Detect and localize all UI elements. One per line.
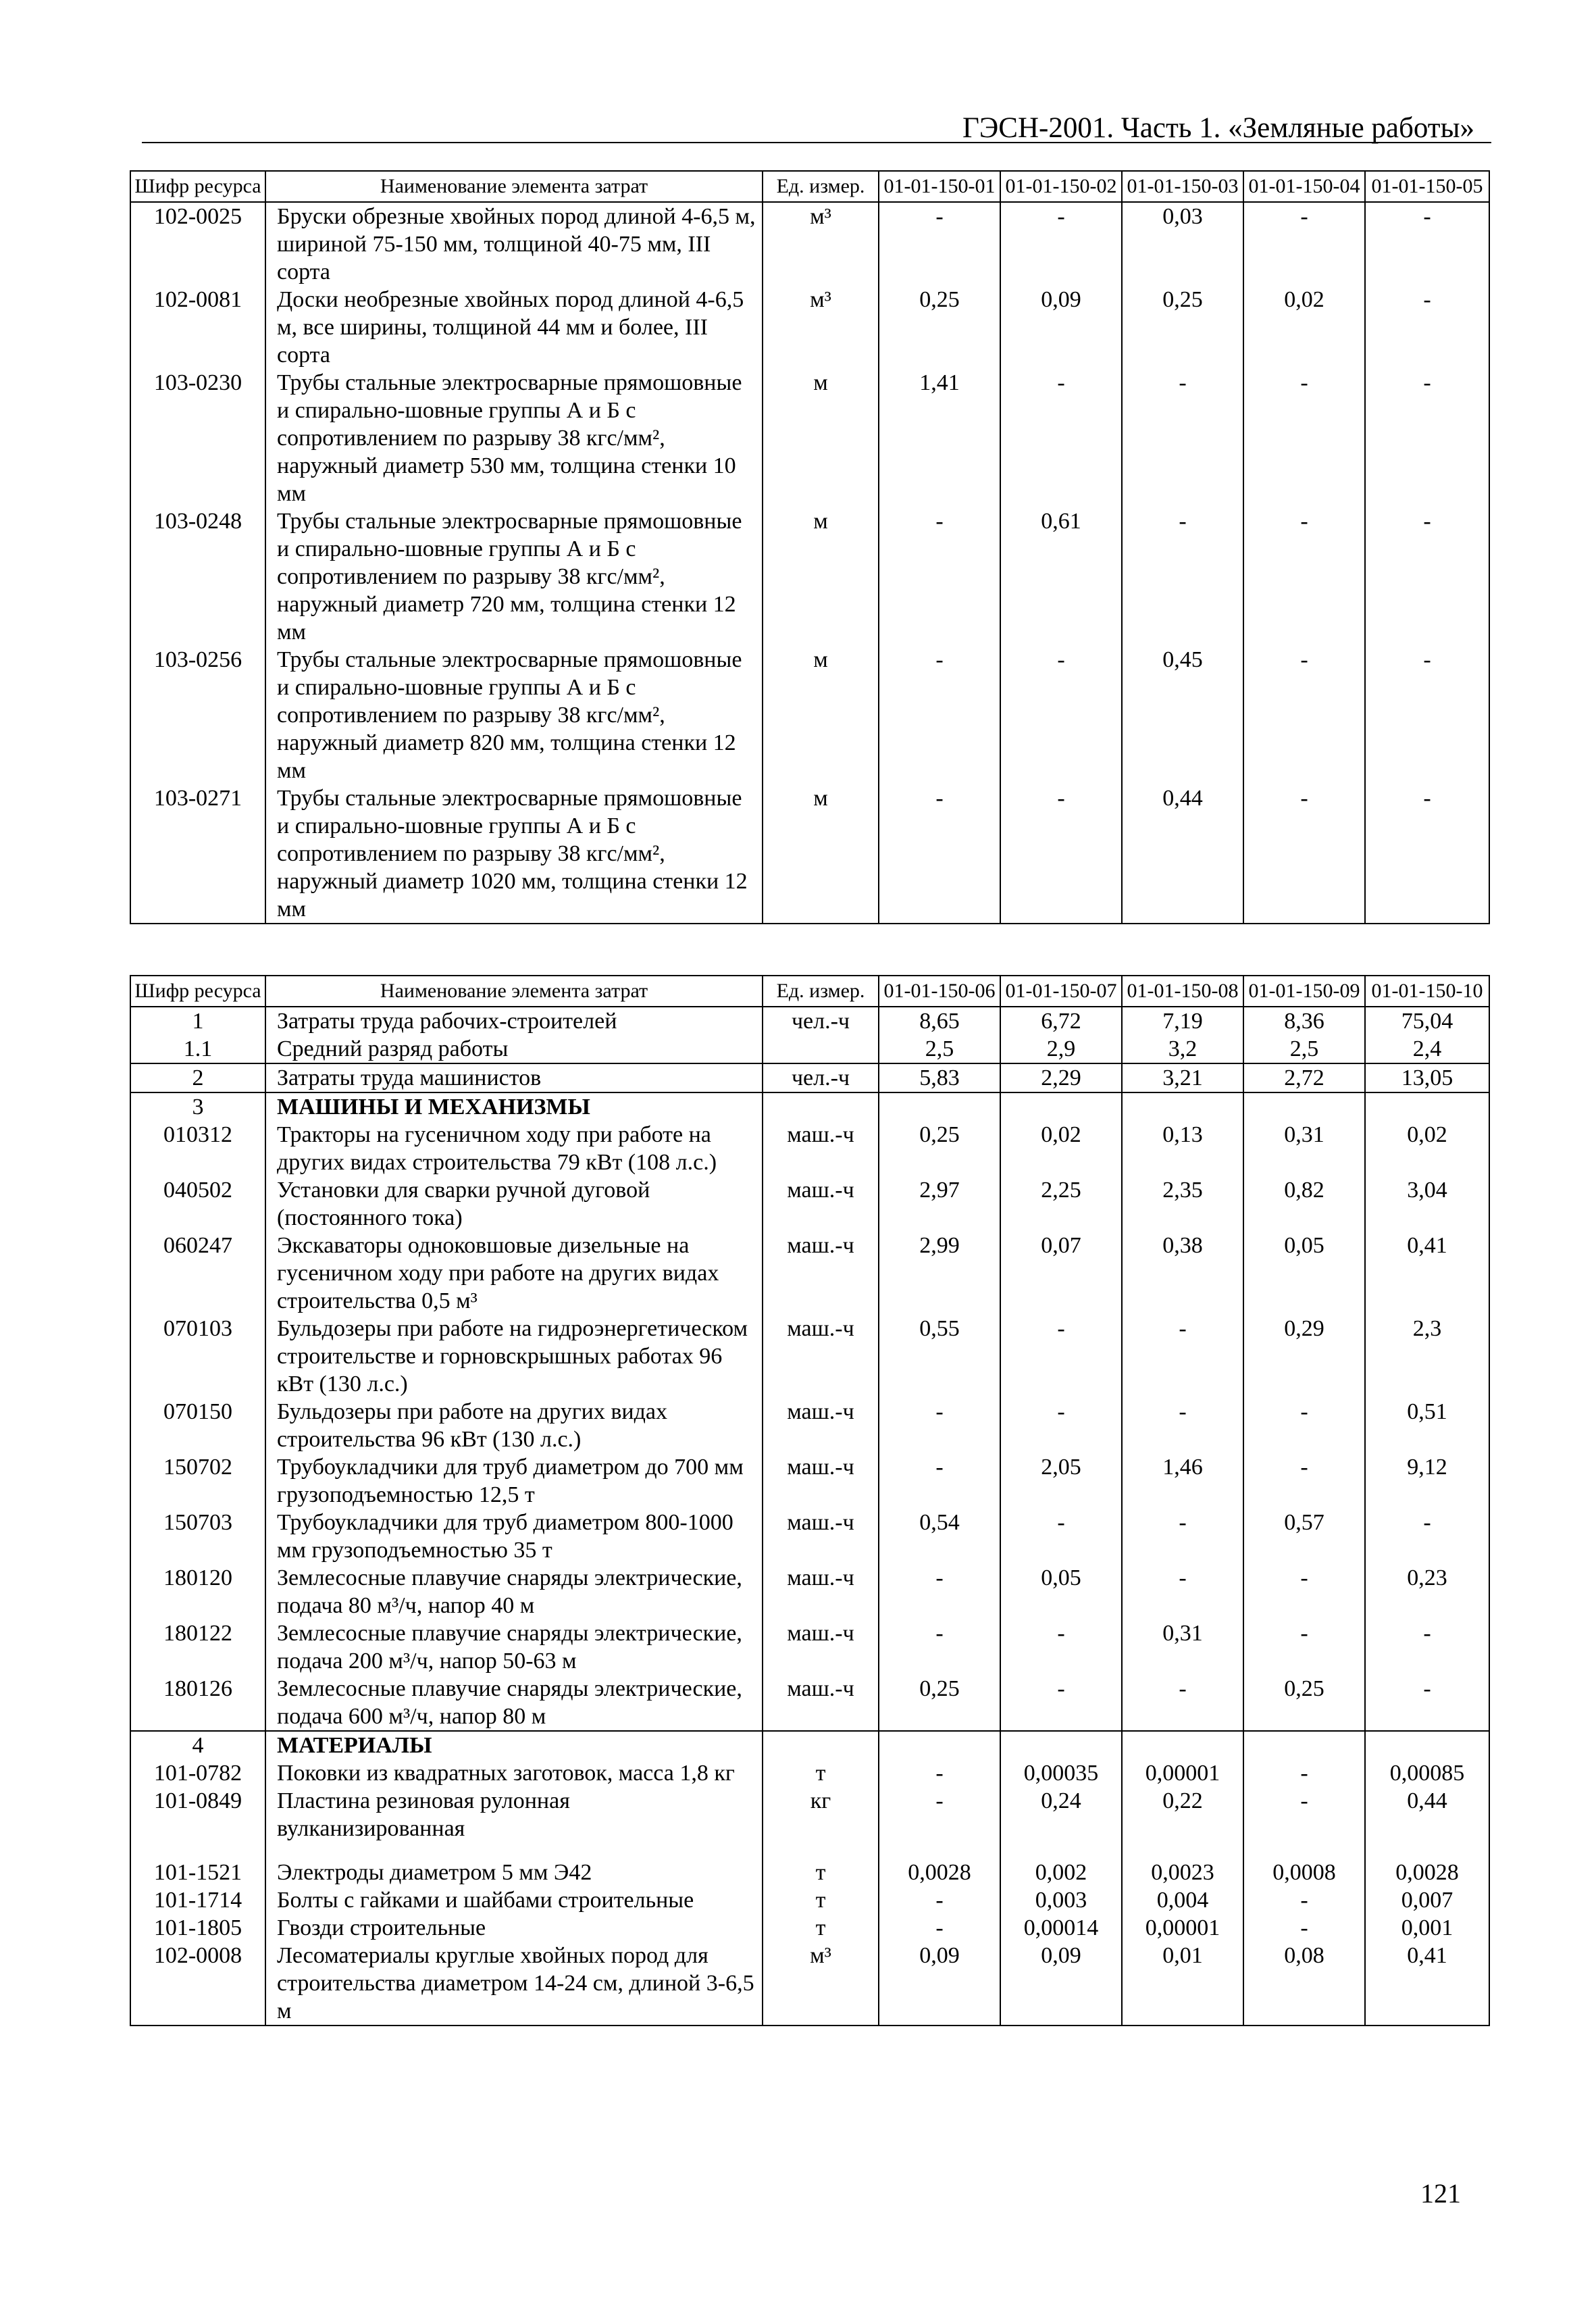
resource-name: Болты с гайками и шайбами строительные xyxy=(265,1886,763,1914)
resource-code: 103-0248 xyxy=(130,507,265,646)
resource-unit xyxy=(763,1035,879,1063)
resource-value: 0,05 xyxy=(1000,1564,1122,1619)
resource-value xyxy=(1000,1731,1122,1759)
resource-value: - xyxy=(879,784,1000,924)
resource-value: 7,19 xyxy=(1122,1007,1243,1035)
resource-value: 2,05 xyxy=(1000,1453,1122,1509)
table-row xyxy=(130,1509,1489,1564)
resource-value: - xyxy=(1000,1619,1122,1675)
table-row xyxy=(130,1092,1489,1121)
resource-name: Поковки из квадратных заготовок, масса 1,8 кг xyxy=(265,1759,763,1787)
resource-value: 75,04 xyxy=(1365,1007,1489,1035)
resource-value: - xyxy=(1122,507,1243,646)
resource-value: 0,00001 xyxy=(1122,1759,1243,1787)
resource-value: 0,51 xyxy=(1365,1398,1489,1453)
resource-value: 0,09 xyxy=(1000,286,1122,369)
resource-value: - xyxy=(1365,646,1489,784)
resource-value: 0,44 xyxy=(1365,1787,1489,1859)
resource-name: Пластина резиновая рулонная вулканизированная xyxy=(265,1787,763,1859)
resource-code: 101-0782 xyxy=(130,1759,265,1787)
resource-value: 8,36 xyxy=(1243,1007,1365,1035)
resource-value: 0,02 xyxy=(1000,1121,1122,1176)
table-header-row xyxy=(130,171,1489,202)
resource-value: 2,25 xyxy=(1000,1176,1122,1232)
resource-value: - xyxy=(879,1914,1000,1942)
table-row xyxy=(130,286,1489,369)
resource-value: 0,08 xyxy=(1243,1942,1365,2026)
table-row xyxy=(130,1619,1489,1675)
resource-name: Трубоукладчики для труб диаметром 800-1000 мм грузоподъемностью 35 т xyxy=(265,1509,763,1564)
resource-value: - xyxy=(1122,1564,1243,1619)
resource-value: 0,00001 xyxy=(1122,1914,1243,1942)
resource-name: Электроды диаметром 5 мм Э42 xyxy=(265,1859,763,1886)
resource-code: 2 xyxy=(130,1063,265,1092)
resource-value: 1,46 xyxy=(1122,1453,1243,1509)
resource-code: 103-0230 xyxy=(130,369,265,507)
resource-name: Гвозди строительные xyxy=(265,1914,763,1942)
resource-code: 1.1 xyxy=(130,1035,265,1063)
resource-table-2 xyxy=(130,975,1490,2026)
resource-code: 060247 xyxy=(130,1232,265,1315)
resource-value: 2,97 xyxy=(879,1176,1000,1232)
header-col: 01-01-150-09 xyxy=(1243,976,1365,1007)
header-unit: Ед. измер. xyxy=(763,976,879,1007)
resource-name: Затраты труда машинистов xyxy=(265,1063,763,1092)
resource-value: - xyxy=(879,1619,1000,1675)
table-row xyxy=(130,1787,1489,1859)
resource-code: 102-0081 xyxy=(130,286,265,369)
resource-value: - xyxy=(1365,202,1489,286)
resource-unit: чел.-ч xyxy=(763,1007,879,1035)
resource-unit: маш.-ч xyxy=(763,1121,879,1176)
resource-unit: маш.-ч xyxy=(763,1675,879,1731)
header-col: 01-01-150-03 xyxy=(1122,171,1243,202)
resource-value xyxy=(1000,1092,1122,1121)
table-row xyxy=(130,369,1489,507)
resource-value: 0,29 xyxy=(1243,1315,1365,1398)
resource-value: - xyxy=(1122,1509,1243,1564)
resource-code: 040502 xyxy=(130,1176,265,1232)
header-name: Наименование элемента затрат xyxy=(265,171,763,202)
resource-value: 0,54 xyxy=(879,1509,1000,1564)
resource-unit: кг xyxy=(763,1787,879,1859)
resource-code: 1 xyxy=(130,1007,265,1035)
table-row xyxy=(130,1914,1489,1942)
header-name: Наименование элемента затрат xyxy=(265,976,763,1007)
resource-name: Доски необрезные хвойных пород длиной 4-6,5 м, все ширины, толщиной 44 мм и более, III сорта xyxy=(265,286,763,369)
table-row xyxy=(130,1232,1489,1315)
table-row xyxy=(130,1007,1489,1035)
resource-unit: маш.-ч xyxy=(763,1619,879,1675)
resource-value xyxy=(1243,1092,1365,1121)
resource-unit: м³ xyxy=(763,1942,879,2026)
resource-value: - xyxy=(1122,1675,1243,1731)
resource-value: 0,007 xyxy=(1365,1886,1489,1914)
resource-value: - xyxy=(1243,784,1365,924)
resource-value: 0,02 xyxy=(1243,286,1365,369)
resource-code: 150703 xyxy=(130,1509,265,1564)
resource-code: 103-0256 xyxy=(130,646,265,784)
resource-value: 2,29 xyxy=(1000,1063,1122,1092)
resource-unit: т xyxy=(763,1886,879,1914)
resource-value: 0,24 xyxy=(1000,1787,1122,1859)
header-col: 01-01-150-07 xyxy=(1000,976,1122,1007)
resource-code: 103-0271 xyxy=(130,784,265,924)
resource-value: 0,61 xyxy=(1000,507,1122,646)
resource-name: Землесосные плавучие снаряды электрические, подача 600 м³/ч, напор 80 м xyxy=(265,1675,763,1731)
table-row xyxy=(130,1564,1489,1619)
resource-name: Экскаваторы одноковшовые дизельные на гусеничном ходу при работе на других видах строительства 0,5 м³ xyxy=(265,1232,763,1315)
resource-value: - xyxy=(1000,202,1122,286)
resource-value: 3,21 xyxy=(1122,1063,1243,1092)
resource-value: - xyxy=(1243,1619,1365,1675)
resource-name: Бруски обрезные хвойных пород длиной 4-6,5 м, шириной 75-150 мм, толщиной 40-75 мм, III сорта xyxy=(265,202,763,286)
resource-code: 102-0008 xyxy=(130,1942,265,2026)
resource-unit: т xyxy=(763,1914,879,1942)
resource-value: 0,0023 xyxy=(1122,1859,1243,1886)
resource-value: - xyxy=(1000,369,1122,507)
resource-value: 0,41 xyxy=(1365,1942,1489,2026)
resource-unit: маш.-ч xyxy=(763,1509,879,1564)
resource-value: 0,0028 xyxy=(1365,1859,1489,1886)
table-row xyxy=(130,1759,1489,1787)
resource-name: Лесоматериалы круглые хвойных пород для строительства диаметром 14-24 см, длиной 3-6,5 м xyxy=(265,1942,763,2026)
resource-value: 6,72 xyxy=(1000,1007,1122,1035)
resource-value: - xyxy=(1243,507,1365,646)
resource-value: 0,44 xyxy=(1122,784,1243,924)
resource-value: - xyxy=(1365,507,1489,646)
resource-value: - xyxy=(879,1564,1000,1619)
resource-unit: т xyxy=(763,1759,879,1787)
resource-value: - xyxy=(1000,1398,1122,1453)
resource-value: 0,05 xyxy=(1243,1232,1365,1315)
resource-value: - xyxy=(879,1759,1000,1787)
resource-value: 13,05 xyxy=(1365,1063,1489,1092)
resource-unit: маш.-ч xyxy=(763,1564,879,1619)
resource-code: 180122 xyxy=(130,1619,265,1675)
table-row xyxy=(130,1063,1489,1092)
resource-name: Средний разряд работы xyxy=(265,1035,763,1063)
resource-value: 0,57 xyxy=(1243,1509,1365,1564)
resource-value: 0,82 xyxy=(1243,1176,1365,1232)
resource-value: 2,72 xyxy=(1243,1063,1365,1092)
resource-value: 0,25 xyxy=(1243,1675,1365,1731)
resource-value: - xyxy=(1243,1453,1365,1509)
header-col: 01-01-150-04 xyxy=(1243,171,1365,202)
resource-value: - xyxy=(1122,1315,1243,1398)
resource-value: 2,35 xyxy=(1122,1176,1243,1232)
table-row xyxy=(130,507,1489,646)
resource-value: 0,01 xyxy=(1122,1942,1243,2026)
table-row xyxy=(130,1035,1489,1063)
resource-value: 2,9 xyxy=(1000,1035,1122,1063)
resource-value: - xyxy=(1000,646,1122,784)
resource-value: 0,13 xyxy=(1122,1121,1243,1176)
resource-value: - xyxy=(1000,1315,1122,1398)
table-row xyxy=(130,1398,1489,1453)
resource-value: 0,25 xyxy=(879,286,1000,369)
resource-value xyxy=(1122,1092,1243,1121)
resource-value: 0,09 xyxy=(1000,1942,1122,2026)
resource-value: - xyxy=(879,1886,1000,1914)
table-row xyxy=(130,1315,1489,1398)
resource-value: 0,004 xyxy=(1122,1886,1243,1914)
resource-name: Затраты труда рабочих-строителей xyxy=(265,1007,763,1035)
resource-value: - xyxy=(1000,784,1122,924)
resource-unit: маш.-ч xyxy=(763,1398,879,1453)
resource-unit: маш.-ч xyxy=(763,1453,879,1509)
resource-name: Установки для сварки ручной дуговой (постоянного тока) xyxy=(265,1176,763,1232)
table-row xyxy=(130,1176,1489,1232)
resource-value: - xyxy=(1243,1398,1365,1453)
resource-value: 0,09 xyxy=(879,1942,1000,2026)
resource-code: 180126 xyxy=(130,1675,265,1731)
resource-value: 5,83 xyxy=(879,1063,1000,1092)
resource-value: 2,4 xyxy=(1365,1035,1489,1063)
resource-name: Трубы стальные электросварные прямошовные и спирально-шовные группы А и Б с сопротивлением по разрыву 38 кгс/мм², наружный диаметр 1020 мм, толщина стенки 12 мм xyxy=(265,784,763,924)
table-row xyxy=(130,1942,1489,2026)
resource-code: 3 xyxy=(130,1092,265,1121)
resource-code: 101-0849 xyxy=(130,1787,265,1859)
resource-value: - xyxy=(1243,1914,1365,1942)
resource-value: - xyxy=(1243,1886,1365,1914)
resource-code: 101-1805 xyxy=(130,1914,265,1942)
resource-value: 0,02 xyxy=(1365,1121,1489,1176)
resource-value: 0,31 xyxy=(1122,1619,1243,1675)
resource-value: 1,41 xyxy=(879,369,1000,507)
resource-value: - xyxy=(1243,202,1365,286)
resource-value: 0,00035 xyxy=(1000,1759,1122,1787)
table-row xyxy=(130,646,1489,784)
resource-unit: м³ xyxy=(763,202,879,286)
resource-value xyxy=(1365,1731,1489,1759)
resource-value: - xyxy=(1365,784,1489,924)
resource-value: 0,25 xyxy=(879,1675,1000,1731)
resource-value: 3,2 xyxy=(1122,1035,1243,1063)
resource-table-1 xyxy=(130,170,1490,924)
header-code: Шифр ресурса xyxy=(130,171,265,202)
resource-value: 0,00014 xyxy=(1000,1914,1122,1942)
resource-name: Землесосные плавучие снаряды электрические, подача 80 м³/ч, напор 40 м xyxy=(265,1564,763,1619)
resource-value: - xyxy=(1365,1509,1489,1564)
resource-unit: м xyxy=(763,646,879,784)
header-col: 01-01-150-10 xyxy=(1365,976,1489,1007)
resource-name: Трубы стальные электросварные прямошовные и спирально-шовные группы А и Б с сопротивлением по разрыву 38 кгс/мм², наружный диаметр 820 мм, толщина стенки 12 мм xyxy=(265,646,763,784)
resource-value: 0,55 xyxy=(879,1315,1000,1398)
resource-value: 0,22 xyxy=(1122,1787,1243,1859)
resource-unit: т xyxy=(763,1859,879,1886)
resource-value: 0,0028 xyxy=(879,1859,1000,1886)
resource-value: 0,45 xyxy=(1122,646,1243,784)
table-row xyxy=(130,1121,1489,1176)
resource-code: 150702 xyxy=(130,1453,265,1509)
header-col: 01-01-150-01 xyxy=(879,171,1000,202)
resource-code: 101-1714 xyxy=(130,1886,265,1914)
resource-value: 0,002 xyxy=(1000,1859,1122,1886)
resource-name: Землесосные плавучие снаряды электрические, подача 200 м³/ч, напор 50-63 м xyxy=(265,1619,763,1675)
resource-code: 010312 xyxy=(130,1121,265,1176)
resource-value: 0,23 xyxy=(1365,1564,1489,1619)
resource-unit: маш.-ч xyxy=(763,1176,879,1232)
resource-name: Тракторы на гусеничном ходу при работе на других видах строительства 79 кВт (108 л.с.) xyxy=(265,1121,763,1176)
resource-unit: маш.-ч xyxy=(763,1232,879,1315)
resource-value xyxy=(1365,1092,1489,1121)
resource-name: Бульдозеры при работе на гидроэнергетическом строительстве и горновскрышных работах 96 кВт (130 л.с.) xyxy=(265,1315,763,1398)
resource-value: 0,25 xyxy=(1122,286,1243,369)
resource-value: - xyxy=(1243,1787,1365,1859)
resource-value: - xyxy=(1365,369,1489,507)
table-row xyxy=(130,784,1489,924)
resource-code: 101-1521 xyxy=(130,1859,265,1886)
resource-name: Трубоукладчики для труб диаметром до 700 мм грузоподъемностью 12,5 т xyxy=(265,1453,763,1509)
resource-value: 0,25 xyxy=(879,1121,1000,1176)
resource-value: - xyxy=(1365,1619,1489,1675)
resource-value: 0,00085 xyxy=(1365,1759,1489,1787)
resource-value xyxy=(1243,1731,1365,1759)
resource-name: МАШИНЫ И МЕХАНИЗМЫ xyxy=(265,1092,763,1121)
resource-unit: чел.-ч xyxy=(763,1063,879,1092)
resource-value: - xyxy=(1365,1675,1489,1731)
table-row xyxy=(130,1886,1489,1914)
resource-value: - xyxy=(1122,369,1243,507)
resource-value: - xyxy=(879,646,1000,784)
resource-code: 4 xyxy=(130,1731,265,1759)
header-unit: Ед. измер. xyxy=(763,171,879,202)
resource-unit: м xyxy=(763,507,879,646)
table-row xyxy=(130,1731,1489,1759)
resource-value: 0,38 xyxy=(1122,1232,1243,1315)
table-row xyxy=(130,1859,1489,1886)
resource-value: 9,12 xyxy=(1365,1453,1489,1509)
resource-value: 2,3 xyxy=(1365,1315,1489,1398)
resource-value: - xyxy=(1000,1509,1122,1564)
header-code: Шифр ресурса xyxy=(130,976,265,1007)
resource-value xyxy=(1122,1731,1243,1759)
resource-value: - xyxy=(879,1453,1000,1509)
resource-value: 8,65 xyxy=(879,1007,1000,1035)
resource-value: 0,03 xyxy=(1122,202,1243,286)
table-row xyxy=(130,1675,1489,1731)
resource-unit: м xyxy=(763,784,879,924)
resource-value: 3,04 xyxy=(1365,1176,1489,1232)
resource-name: Бульдозеры при работе на других видах строительства 96 кВт (130 л.с.) xyxy=(265,1398,763,1453)
resource-value: - xyxy=(1243,646,1365,784)
resource-unit xyxy=(763,1092,879,1121)
resource-value: - xyxy=(879,1398,1000,1453)
resource-value: - xyxy=(879,202,1000,286)
resource-unit: м xyxy=(763,369,879,507)
resource-value: 0,001 xyxy=(1365,1914,1489,1942)
resource-value xyxy=(879,1092,1000,1121)
page-number: 121 xyxy=(1420,2178,1461,2209)
header-col: 01-01-150-06 xyxy=(879,976,1000,1007)
resource-value: 0,0008 xyxy=(1243,1859,1365,1886)
resource-value: 2,99 xyxy=(879,1232,1000,1315)
resource-value: 0,31 xyxy=(1243,1121,1365,1176)
resource-value: - xyxy=(1243,1564,1365,1619)
resource-name: Трубы стальные электросварные прямошовные и спирально-шовные группы А и Б с сопротивлением по разрыву 38 кгс/мм², наружный диаметр 720 мм, толщина стенки 12 мм xyxy=(265,507,763,646)
resource-value: 2,5 xyxy=(1243,1035,1365,1063)
resource-name: Трубы стальные электросварные прямошовные и спирально-шовные группы А и Б с сопротивлением по разрыву 38 кгс/мм², наружный диаметр 530 мм, толщина стенки 10 мм xyxy=(265,369,763,507)
page-header: ГЭСН-2001. Часть 1. «Земляные работы» xyxy=(962,112,1474,144)
resource-value: 0,41 xyxy=(1365,1232,1489,1315)
table-header-row xyxy=(130,976,1489,1007)
resource-value: 2,5 xyxy=(879,1035,1000,1063)
resource-code: 102-0025 xyxy=(130,202,265,286)
header-col: 01-01-150-02 xyxy=(1000,171,1122,202)
resource-name: МАТЕРИАЛЫ xyxy=(265,1731,763,1759)
resource-value: - xyxy=(1243,1759,1365,1787)
resource-code: 070103 xyxy=(130,1315,265,1398)
resource-value: - xyxy=(879,1787,1000,1859)
resource-value xyxy=(879,1731,1000,1759)
resource-unit: м³ xyxy=(763,286,879,369)
table-row xyxy=(130,202,1489,286)
resource-code: 180120 xyxy=(130,1564,265,1619)
resource-value: 0,003 xyxy=(1000,1886,1122,1914)
resource-unit: маш.-ч xyxy=(763,1315,879,1398)
header-col: 01-01-150-08 xyxy=(1122,976,1243,1007)
table-row xyxy=(130,1453,1489,1509)
resource-unit xyxy=(763,1731,879,1759)
resource-value: - xyxy=(1243,369,1365,507)
resource-value: - xyxy=(1000,1675,1122,1731)
resource-value: - xyxy=(1122,1398,1243,1453)
resource-code: 070150 xyxy=(130,1398,265,1453)
resource-value: - xyxy=(1365,286,1489,369)
resource-value: - xyxy=(879,507,1000,646)
resource-value: 0,07 xyxy=(1000,1232,1122,1315)
header-rule xyxy=(142,142,1491,143)
header-col: 01-01-150-05 xyxy=(1365,171,1489,202)
